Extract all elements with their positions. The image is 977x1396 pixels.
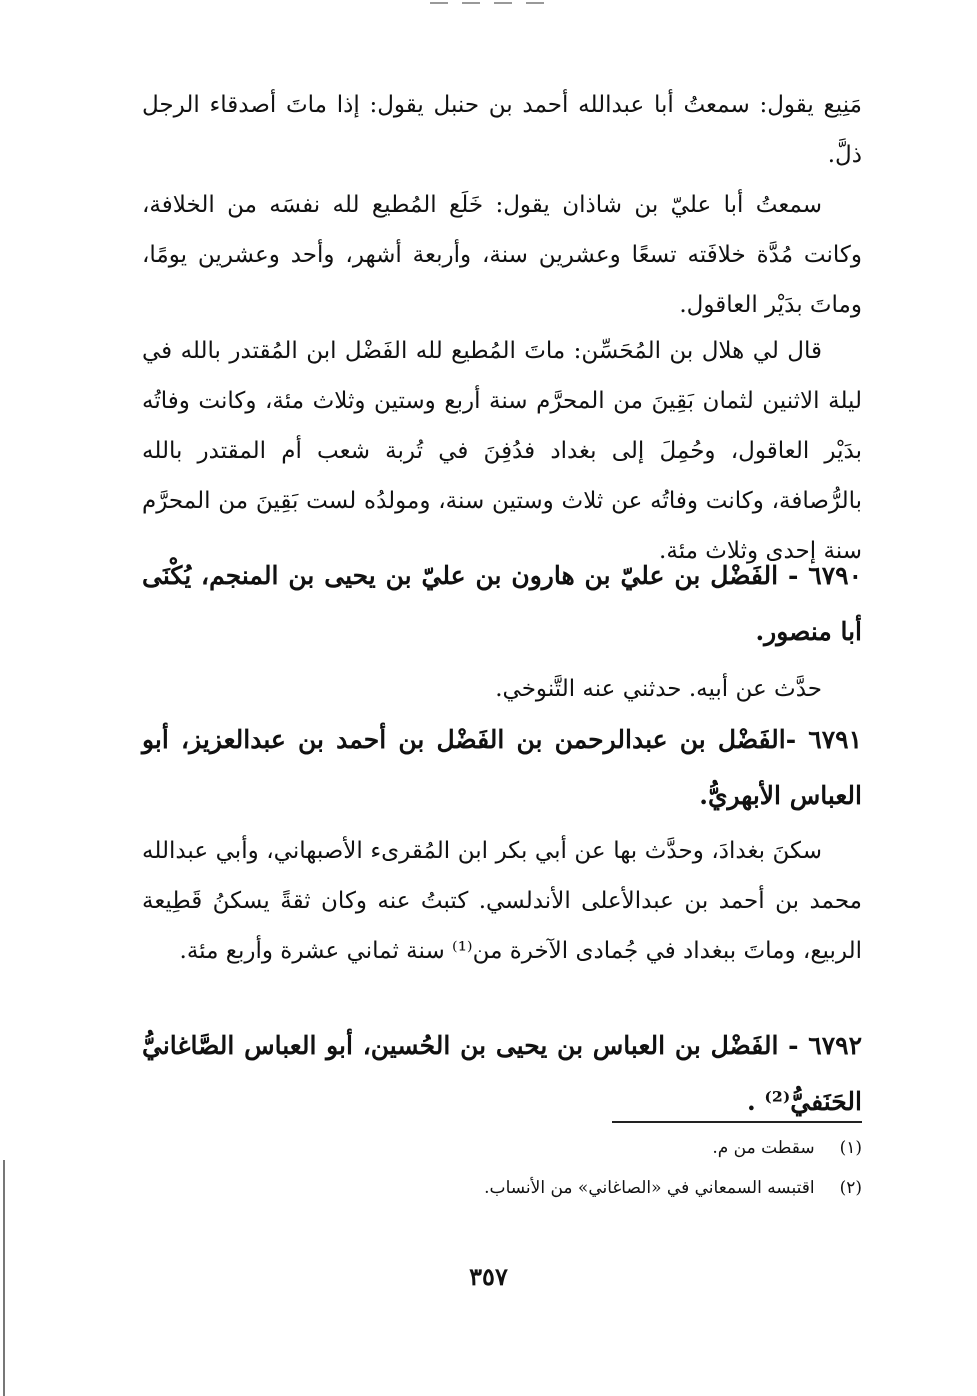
paragraph-2: سمعتُ أبا عليّ بن شاذان يقول: خَلَع المُطيع لله نفسَه من الخلافة، وكانت مُدَّة خلافَته تسعًا وعشرين سنة، وأربعة أشهر، وأحد وعشرين يومًا، وماتَ بدَيْر العاقول.: [142, 192, 862, 318]
paragraph-1: مَنِيع يقول: سمعتُ أبا عبدالله أحمد بن حنبل يقول: إذا ماتَ أصدقاء الرجل ذلَّ.: [142, 92, 862, 168]
footnote-1-text: سقطت من م.: [712, 1138, 815, 1158]
paragraph-3: قال لي هلال بن المُحَسِّن: ماتَ المُطيع لله الفَضْل ابن المُقتدر بالله في ليلة الاثنين لثمان بَقِينَ من المحرَّم سنة أربع وستين وثلاث مئة، وكانت وفاتُه بدَيْر العاقول، وحُمِلَ إلى بغداد فدُفِنَ في تُربة شعب أم المقتدر بالله بالرُّصافة، وكانت وفاتُه عن ثلاث وستين سنة، ومولدُه لست بَقِينَ من المحرَّم سنة إحدى وثلاث مئة.: [142, 338, 862, 564]
main-text-5: [142, 826, 862, 976]
main-text: [142, 80, 862, 180]
page-number: ٣٥٧: [469, 1262, 508, 1291]
footnote-2: [400, 1168, 862, 1208]
paragraph-4: حدَّث عن أبيه. حدثني عنه التَّنوخي.: [495, 676, 822, 702]
paragraph-5: سكنَ بغدادَ، وحدَّث بها عن أبي بكر ابن المُقرىء الأصبهاني، وأبي عبدالله محمد بن أحمد بن عبدالأعلى الأندلسي. كتبتُ عنه وكان ثقةً يسكنُ قَطِيعة الربيع، وماتَ ببغداد في جُمادى الآخرة من⁽¹⁾ سنة ثماني عشرة وأربع مئة.: [142, 838, 862, 964]
footnote-separator: [612, 1121, 862, 1123]
entry-heading-6791: ٦٧٩١ -الفَضْل بن عبدالرحمن بن الفَضْل بن أحمد بن عبدالعزيز، أبو العباس الأبهريُّ.: [142, 725, 862, 810]
footnotes: [400, 1128, 862, 1208]
footnote-1: [400, 1128, 862, 1168]
footnote-2-number: (٢): [839, 1178, 862, 1198]
main-text-3: [142, 326, 862, 576]
footnote-1-number: (١): [839, 1138, 862, 1158]
biography-entry-6791: [142, 712, 862, 824]
scan-edge-line: [3, 1160, 5, 1396]
main-text-2: [142, 180, 862, 330]
top-edge-marks: [430, 2, 590, 8]
biography-entry-6790: [142, 548, 862, 660]
footnote-2-text: اقتبسه السمعاني في «الصاغاني» من الأنساب.: [484, 1178, 815, 1198]
main-text-4: [142, 664, 862, 714]
biography-entry-6792: [142, 1018, 862, 1130]
entry-heading-6792: ٦٧٩٢ - الفَضْل بن العباس بن يحيى بن الحُسين، أبو العباس الصَّاغانيُّ الحَنَفيُّ⁽²⁾ .: [142, 1031, 862, 1116]
entry-heading-6790: ٦٧٩٠ - الفَضْل بن عليّ بن هارون بن عليّ بن يحيى بن المنجم، يُكْنَى أبا منصور.: [142, 561, 862, 646]
